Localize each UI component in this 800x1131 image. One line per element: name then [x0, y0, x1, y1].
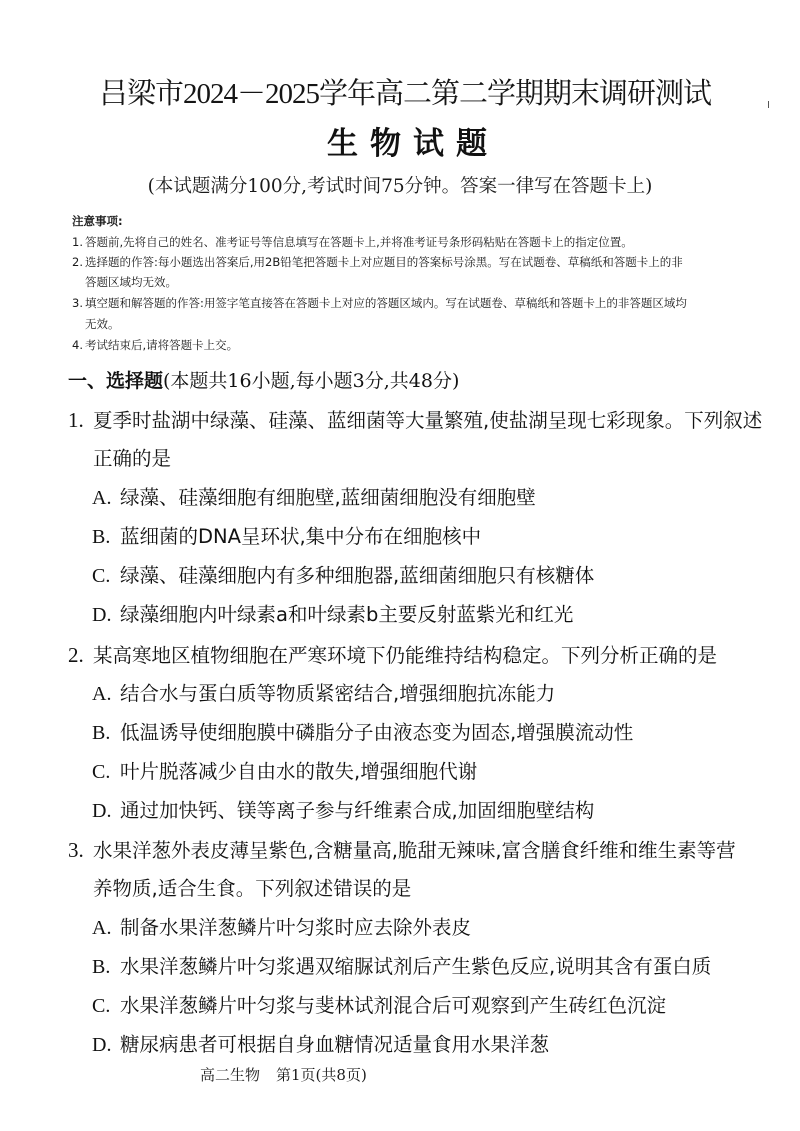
note-number: 3. — [72, 296, 83, 310]
question-number: 1. — [68, 408, 84, 432]
option-text: 绿藻、硅藻细胞内有多种细胞器,蓝细菌细胞只有核糖体 — [120, 564, 595, 587]
note-text: 选择题的作答:每小题选出答案后,用2B铅笔把答题卡上对应题目的答案标号涂黑。写在试题卷、草稿纸和答题卡上的非 — [85, 255, 683, 269]
option-text: 制备水果洋葱鳞片叶匀浆时应去除外表皮 — [120, 916, 472, 939]
option-text: 绿藻、硅藻细胞有细胞壁,蓝细菌细胞没有细胞壁 — [120, 486, 536, 509]
option-letter: D. — [92, 604, 112, 626]
question-1-option-a — [92, 488, 536, 508]
option-letter: C. — [92, 565, 111, 587]
note-item-3-continued: 无效。 — [85, 317, 120, 331]
question-stem: 某高寒地区植物细胞在严寒环境下仍能维持结构稳定。下列分析正确的是 — [93, 644, 718, 667]
question-1 — [68, 410, 762, 431]
question-3-option-d — [92, 1035, 549, 1055]
note-text: 考试结束后,请将答题卡上交。 — [85, 338, 239, 352]
option-text: 糖尿病患者可根据自身血糖情况适量食用水果洋葱 — [120, 1033, 550, 1056]
note-number: 1. — [72, 235, 83, 249]
section-header — [68, 372, 459, 391]
note-item-3 — [72, 298, 687, 310]
option-letter: C. — [92, 995, 111, 1017]
option-letter: D. — [92, 800, 112, 822]
question-2-option-a — [92, 684, 555, 704]
option-letter: D. — [92, 1034, 112, 1056]
question-2-option-b — [92, 723, 633, 743]
option-text: 叶片脱落减少自由水的散失,增强细胞代谢 — [120, 760, 478, 783]
option-text: 水果洋葱鳞片叶匀浆与斐林试剂混合后可观察到产生砖红色沉淀 — [120, 994, 667, 1017]
question-2-option-d — [92, 801, 594, 821]
question-stem: 水果洋葱外表皮薄呈紫色,含糖量高,脆甜无辣味,富含膳食纤维和维生素等营 — [93, 839, 736, 862]
footer-subject: 高二生物 — [200, 1066, 261, 1084]
section-title: 一、选择题 — [68, 370, 164, 392]
question-number: 3. — [68, 838, 84, 862]
note-item-2-continued: 答题区域均无效。 — [85, 275, 177, 289]
option-text: 水果洋葱鳞片叶匀浆遇双缩脲试剂后产生紫色反应,说明其含有蛋白质 — [120, 955, 712, 978]
question-2 — [68, 645, 717, 666]
option-letter: B. — [92, 526, 111, 548]
note-item-2 — [72, 257, 683, 269]
option-letter: A. — [92, 487, 112, 509]
exam-instructions-subtitle: (本试题满分100分,考试时间75分钟。答案一律写在答题卡上) — [147, 176, 653, 197]
question-2-option-c — [92, 762, 477, 782]
question-3 — [68, 840, 736, 861]
option-letter: C. — [92, 761, 111, 783]
question-3-option-a — [92, 918, 471, 938]
option-text: 蓝细菌的DNA呈环状,集中分布在细胞核中 — [120, 525, 482, 548]
exam-title: 吕梁市2024－2025学年高二第二学期期末调研测试 — [98, 78, 711, 110]
note-text: 填空题和解答题的作答:用签字笔直接答在答题卡上对应的答题区域内。写在试题卷、草稿纸和答题卡上的非答题区域均 — [85, 296, 687, 310]
section-info: (本题共16小题,每小题3分,共48分) — [163, 370, 460, 392]
scan-mark — [768, 101, 769, 108]
note-number: 2. — [72, 255, 83, 269]
question-stem: 夏季时盐湖中绿藻、硅藻、蓝细菌等大量繁殖,使盐湖呈现七彩现象。下列叙述 — [93, 409, 763, 432]
question-1-stem-continued: 正确的是 — [93, 447, 172, 470]
note-text: 答题前,先将自己的姓名、准考证号等信息填写在答题卡上,并将准考证号条形码粘贴在答题卡上的指定位置。 — [85, 235, 633, 249]
question-3-option-b — [92, 957, 711, 977]
option-letter: B. — [92, 956, 111, 978]
note-number: 4. — [72, 338, 83, 352]
option-text: 结合水与蛋白质等物质紧密结合,增强细胞抗冻能力 — [120, 682, 556, 705]
question-1-option-c — [92, 566, 594, 586]
option-letter: A. — [92, 917, 112, 939]
option-letter: B. — [92, 722, 111, 744]
question-number: 2. — [68, 643, 84, 667]
subject-title: 生物试题 — [327, 126, 499, 162]
option-text: 绿藻细胞内叶绿素a和叶绿素b主要反射蓝紫光和红光 — [120, 603, 574, 626]
note-item-1 — [72, 237, 633, 249]
footer-page-number: 第1页(共8页) — [276, 1066, 367, 1084]
question-3-option-c — [92, 996, 666, 1016]
option-text: 低温诱导使细胞膜中磷脂分子由液态变为固态,增强膜流动性 — [120, 721, 634, 744]
page-footer — [200, 1068, 367, 1083]
question-3-stem-continued: 养物质,适合生食。下列叙述错误的是 — [93, 877, 412, 900]
note-item-4 — [72, 340, 238, 352]
notes-heading: 注意事项: — [72, 214, 123, 228]
option-text: 通过加快钙、镁等离子参与纤维素合成,加固细胞壁结构 — [120, 799, 595, 822]
question-1-option-b — [92, 527, 481, 547]
option-letter: A. — [92, 683, 112, 705]
question-1-option-d — [92, 605, 573, 625]
